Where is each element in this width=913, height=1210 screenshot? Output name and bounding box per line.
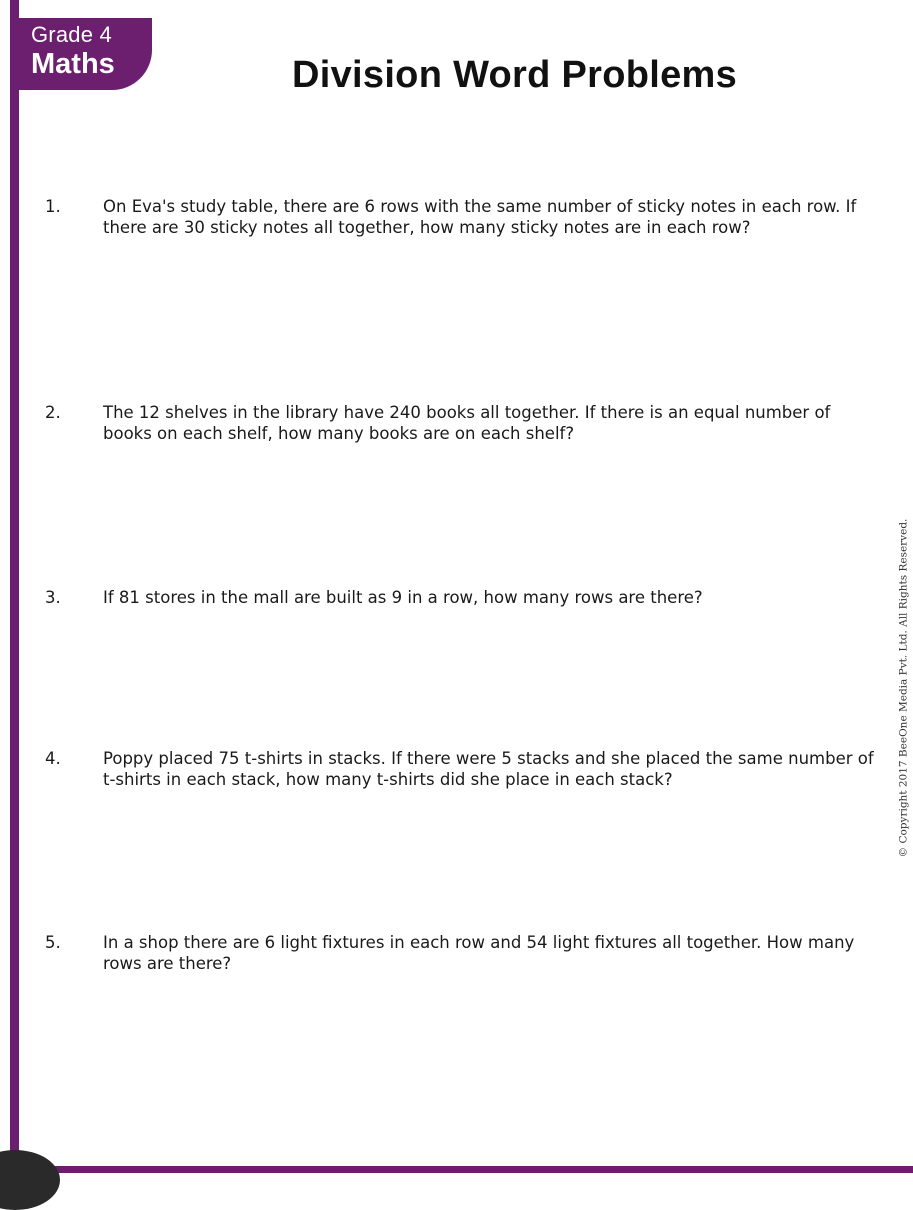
grade-label: Grade 4 <box>31 22 112 47</box>
subject-label: Maths <box>31 48 115 80</box>
problem-1 <box>45 196 875 238</box>
problem-4 <box>45 748 875 790</box>
problem-text: The 12 shelves in the library have 240 books all together. If there is an equal number of books on each shelf, how many books are on each shelf? <box>103 403 831 443</box>
problem-number: 5. <box>45 933 61 952</box>
problem-number: 2. <box>45 403 61 422</box>
problem-3 <box>45 587 875 608</box>
problem-5 <box>45 932 875 974</box>
problem-2 <box>45 402 875 444</box>
grade-badge <box>14 18 152 90</box>
problem-text: In a shop there are 6 light fixtures in each row and 54 light fixtures all together. How many rows are there? <box>103 933 855 973</box>
copyright-text: © Copyright 2017 BeeOne Media Pvt. Ltd. All Rights Reserved. <box>897 518 910 857</box>
problem-text: Poppy placed 75 t-shirts in stacks. If there were 5 stacks and she placed the same number of t-shirts in each stack, how many t-shirts did she place in each stack? <box>103 749 874 789</box>
copyright-notice <box>893 495 913 880</box>
problem-number: 3. <box>45 588 61 607</box>
problem-text: On Eva's study table, there are 6 rows with the same number of sticky notes in each row. If there are 30 sticky notes all together, how many sticky notes are in each row? <box>103 197 857 237</box>
worksheet-title: Division Word Problems <box>292 54 738 96</box>
problem-number: 1. <box>45 197 61 216</box>
problem-number: 4. <box>45 749 61 768</box>
problem-text: If 81 stores in the mall are built as 9 in a row, how many rows are there? <box>103 588 703 607</box>
